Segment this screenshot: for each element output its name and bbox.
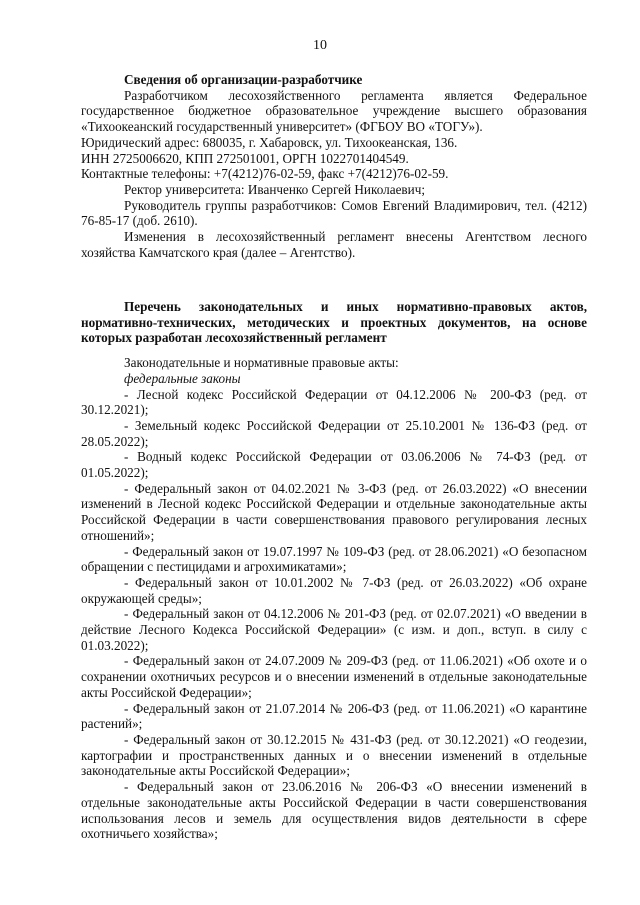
act-item: - Федеральный закон от 23.06.2016 № 206-ФЗ «О внесении изменений в отдельные законодательные акты Российской Федерации в части совершенствования использования лесов и земель для осуществления видов деятельности в сфере охотничьего хозяйства»; (81, 779, 587, 842)
legal-address: Юридический адрес: 680035, г. Хабаровск, ул. Тихоокеанская, 136. (81, 134, 458, 150)
act-item: - Федеральный закон от 24.07.2009 № 209-ФЗ (ред. от 11.06.2021) «Об охоте и о сохранении охотничьих ресурсов и о внесении изменений в отдельные законодательные акты Российской Федерации»; (81, 653, 587, 700)
rector-line: Ректор университета: Иванченко Сергей Николаевич; (124, 181, 425, 197)
acts-section (81, 299, 587, 842)
acts-subtitle: Законодательные и нормативные правовые акты: (124, 355, 399, 371)
developer-paragraph: Разработчиком лесохозяйственного регламента является Федеральное государственное бюджетное образовательное учреждение высшего образования «Тихоокеанский государственный университет» (ФГБОУ ВО «ТОГУ»). (81, 87, 587, 135)
group-head-line: Руководитель группы разработчиков: Сомов Евгений Владимирович, тел. (4212) 76-85-17 (доб. 2610). (81, 197, 587, 229)
tax-ids: ИНН 2725006620, КПП 272501001, ОРГН 1022701404549. (81, 150, 409, 166)
acts-category: федеральные законы (124, 370, 241, 386)
act-item: - Федеральный закон от 21.07.2014 № 206-ФЗ (ред. от 11.06.2021) «О карантине растений»; (81, 700, 587, 732)
changes-note: Изменения в лесохозяйственный регламент внесены Агентством лесного хозяйства Камчатского края (далее – Агентство). (81, 229, 587, 260)
act-item: - Водный кодекс Российской Федерации от 03.06.2006 № 74-ФЗ (ред. от 01.05.2022); (81, 449, 587, 481)
act-item: - Федеральный закон от 04.02.2021 № 3-ФЗ (ред. от 26.03.2022) «О внесении изменений в Лесной кодекс Российской Федерации и отдельные законодательные акты Российской Федерации в части совершенствования правового регулирования лесных отношений»; (81, 480, 587, 543)
act-item: - Лесной кодекс Российской Федерации от 04.12.2006 № 200-ФЗ (ред. от 30.12.2021); (81, 386, 587, 418)
act-item: - Федеральный закон от 04.12.2006 № 201-ФЗ (ред. от 02.07.2021) «О введении в действие Лесного Кодекса Российской Федерации» (с изм. и доп., вступ. в силу с 01.03.2022); (81, 606, 587, 653)
act-item: - Федеральный закон от 19.07.1997 № 109-ФЗ (ред. от 28.06.2021) «О безопасном обращении с пестицидами и агрохимикатами»; (81, 543, 587, 575)
acts-heading: Перечень законодательных и иных нормативно-правовых актов, нормативно-технических, методических и проектных документов, на основе которых разработан лесохозяйственный регламент (81, 299, 587, 346)
act-item: - Федеральный закон от 30.12.2015 № 431-ФЗ (ред. от 30.12.2021) «О геодезии, картографии и пространственных данных и о внесении изменений в отдельные законодательные акты Российской Федерации»; (81, 731, 587, 779)
developer-section (81, 72, 587, 260)
contact-phones: Контактные телефоны: +7(4212)76-02-59, факс +7(4212)76-02-59. (81, 166, 449, 182)
page-number: 10 (313, 38, 327, 53)
act-item: - Федеральный закон от 10.01.2002 № 7-ФЗ (ред. от 26.03.2022) «Об охране окружающей среды»; (81, 574, 587, 606)
developer-heading: Сведения об организации-разработчике (124, 72, 363, 87)
act-item: - Земельный кодекс Российской Федерации от 25.10.2001 № 136-ФЗ (ред. от 28.05.2022); (81, 417, 587, 449)
